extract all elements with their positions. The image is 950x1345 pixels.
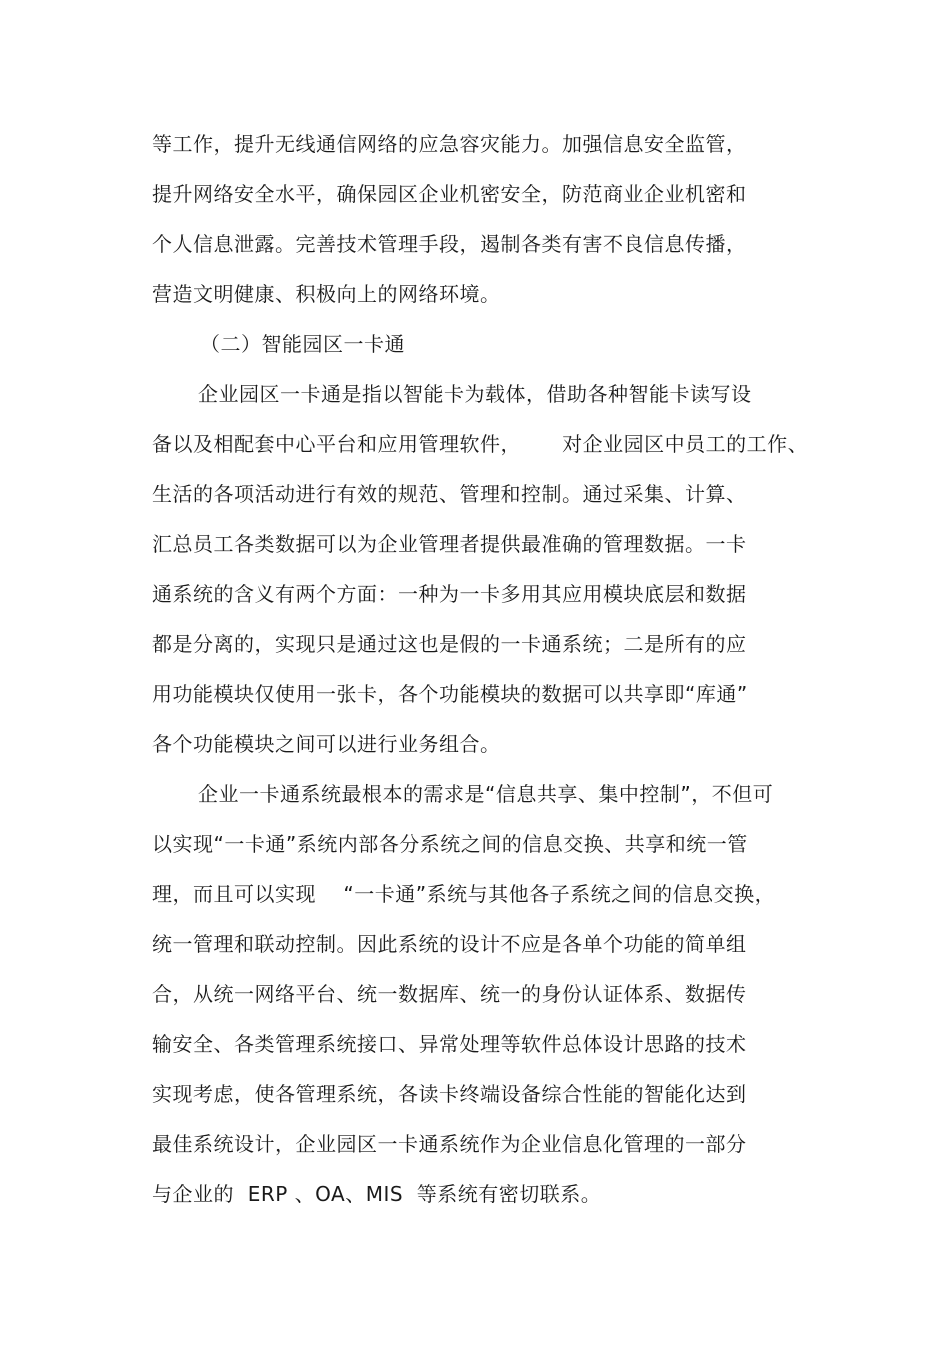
paragraph2-line-3: 生活的各项活动进行有效的规范、管理和控制。通过采集、计算、 <box>152 482 747 506</box>
paragraph3-line-7: 实现考虑，使各管理系统，各读卡终端设备综合性能的智能化达到 <box>152 1082 747 1106</box>
paragraph3-line-5: 合，从统一网络平台、统一数据库、统一的身份认证体系、数据传 <box>152 982 747 1006</box>
paragraph1-line-2: 提升网络安全水平，确保园区企业机密安全，防范商业企业机密和 <box>152 182 747 206</box>
paragraph2-line-1: 企业园区一卡通是指以智能卡为载体，借助各种智能卡读写设 <box>198 382 752 406</box>
paragraph3-line-8: 最佳系统设计，企业园区一卡通系统作为企业信息化管理的一部分 <box>152 1132 747 1156</box>
paragraph2-line-6: 都是分离的，实现只是通过这也是假的一卡通系统；二是所有的应 <box>152 632 747 656</box>
paragraph1-line-3: 个人信息泄露。完善技术管理手段，遏制各类有害不良信息传播， <box>152 232 747 256</box>
paragraph2-line-4: 汇总员工各类数据可以为企业管理者提供最准确的管理数据。一卡 <box>152 532 747 556</box>
paragraph1-line-1: 等工作，提升无线通信网络的应急容灾能力。加强信息安全监管， <box>152 132 747 156</box>
section-heading: （二）智能园区一卡通 <box>200 332 405 356</box>
paragraph3-line-6: 输安全、各类管理系统接口、异常处理等软件总体设计思路的技术 <box>152 1032 747 1056</box>
paragraph3-line-3: 理，而且可以实现 “一卡通”系统与其他各子系统之间的信息交换， <box>152 882 776 906</box>
paragraph3-line-1: 企业一卡通系统最根本的需求是“信息共享、集中控制”，不但可 <box>198 782 774 806</box>
paragraph3-line-2: 以实现“一卡通”系统内部各分系统之间的信息交换、共享和统一管 <box>152 832 748 856</box>
paragraph2-line-7: 用功能模块仅使用一张卡，各个功能模块的数据可以共享即“库通” <box>152 682 748 706</box>
paragraph2-line-2: 备以及相配套中心平台和应用管理软件， 对企业园区中员工的工作、 <box>152 432 809 456</box>
paragraph3-line-9: 与企业的 ERP 、OA、MIS 等系统有密切联系。 <box>152 1182 602 1206</box>
paragraph3-line-4: 统一管理和联动控制。因此系统的设计不应是各单个功能的简单组 <box>152 932 747 956</box>
paragraph2-line-5: 通系统的含义有两个方面：一种为一卡多用其应用模块底层和数据 <box>152 582 747 606</box>
paragraph1-line-4: 营造文明健康、积极向上的网络环境。 <box>152 282 501 306</box>
paragraph2-line-8: 各个功能模块之间可以进行业务组合。 <box>152 732 501 756</box>
